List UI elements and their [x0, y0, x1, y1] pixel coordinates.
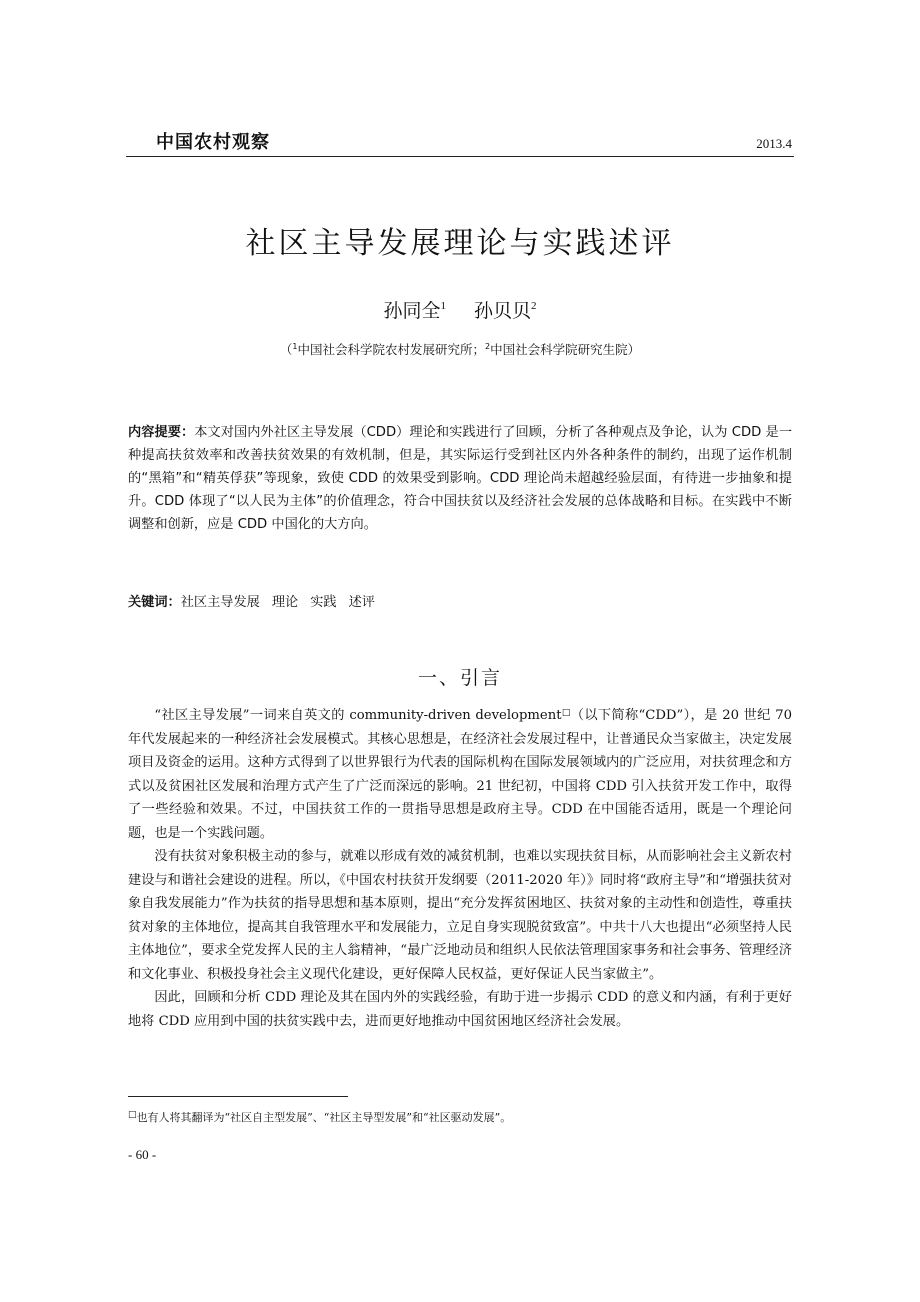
keywords-label: 关键词： — [128, 595, 181, 610]
paragraph: 因此，回顾和分析 CDD 理论及其在国内外的实践经验，有助于进一步揭示 CDD 的意义和内涵，有利于更好地将 CDD 应用到中国的扶贫实践中去，进而更好地推动中国贫困地区经济社会发展。 — [128, 990, 792, 1029]
footnote-mark: □ — [128, 1110, 137, 1120]
affiliation-2: 中国社会科学院研究生院） — [490, 342, 641, 357]
abstract-text: 本文对国内外社区主导发展（CDD）理论和实践进行了回顾，分析了各种观点及争论，认为 CDD 是一种提高扶贫效率和改善扶贫效果的有效机制，但是，其实际运行受到社区内外各种条件的制约，出现了运作机制的“黑箱”和“精英俘获”等现象，致使 CDD 的效果受到影响。CDD 理论尚未超越经验层面，有待进一步抽象和提升。CDD 体现了“以人民为主体”的价值理念，符合中国扶贫以及经济社会发展的总体战略和目标。在实践中不断调整和创新，应是 CDD 中国化的大方向。 — [128, 425, 793, 532]
issue-number: 2013.4 — [756, 136, 792, 151]
affiliations: （$^1$中国社会科学院农村发展研究所；$^2$中国社会科学院研究生院） — [279, 342, 641, 357]
author-affil-mark: 2 — [531, 300, 537, 312]
paragraph: “社区主导发展”一词来自英文的 community-driven development□（以下简称“CDD”），是 20 世纪 70 年代发展起来的一种经济社会发展模式。其核心思想是，在经济社会发展过程中，让普通民众当家做主，决定发展项目及资金的运用。这种方式得到了以世界银行为代表的国际机构在国际发展领域内的广泛应用，对扶贫理念和方式以及贫困社区发展和治理方式产生了广泛而深远的影响。21 世纪初，中国将 CDD 引入扶贫开发工作中，取得了一些经验和效果。不过，中国扶贫工作的一贯指导思想是政府主导。CDD 在中国能否适用，既是一个理论问题，也是一个实践问题。 — [128, 708, 792, 841]
footnote-ref[interactable]: □ — [561, 708, 571, 718]
footnote-divider — [128, 1096, 348, 1097]
affiliation-1: 中国社会科学院农村发展研究所； — [297, 342, 485, 357]
section-heading: 一、引言 — [417, 667, 502, 689]
running-header — [126, 128, 794, 157]
keyword: 社区主导发展 — [180, 595, 260, 610]
keyword: 理论 — [271, 595, 299, 610]
footnote — [128, 1109, 792, 1125]
footnote-text: 也有人将其翻译为“社区自主型发展”、“社区主导型发展”和“社区驱动发展”。 — [136, 1111, 512, 1124]
page-number: - 60 - — [128, 1147, 157, 1162]
keyword: 实践 — [310, 595, 337, 610]
author-name: 孙同全 — [383, 300, 441, 322]
author-list — [0, 296, 920, 323]
keywords — [128, 591, 387, 610]
paragraph: 没有扶贫对象积极主动的参与，就难以形成有效的减贫机制，也难以实现扶贫目标，从而影响社会主义新农村建设与和谐社会建设的进程。所以，《中国农村扶贫开发纲要（2011-2020 年）》同时将“政府主导”和“增强扶贫对象自我发展能力”作为扶贫的指导思想和基本原则，提出“充分发挥贫困地区、扶贫对象的主动性和创造性，尊重扶贫对象的主体地位，提高其自我管理水平和发展能力，立足自身实现脱贫致富”。中共十八大也提出“必须坚持人民主体地位”，要求全党发挥人民的主人翁精神，“最广泛地动员和组织人民依法管理国家事务和社会事务、管理经济和文化事业、积极投身社会主义现代化建设，更好保障人民权益，更好保证人民当家做主”。 — [128, 849, 792, 982]
author-affil-mark: 1 — [440, 300, 446, 312]
paper-title: 社区主导发展理论与实践述评 — [245, 226, 675, 261]
abstract-label: 内容提要： — [128, 425, 195, 440]
keyword: 述评 — [348, 595, 375, 610]
body-text — [128, 702, 792, 1033]
abstract — [128, 421, 792, 536]
author-name: 孙贝贝 — [474, 300, 532, 322]
journal-name: 中国农村观察 — [156, 132, 270, 153]
